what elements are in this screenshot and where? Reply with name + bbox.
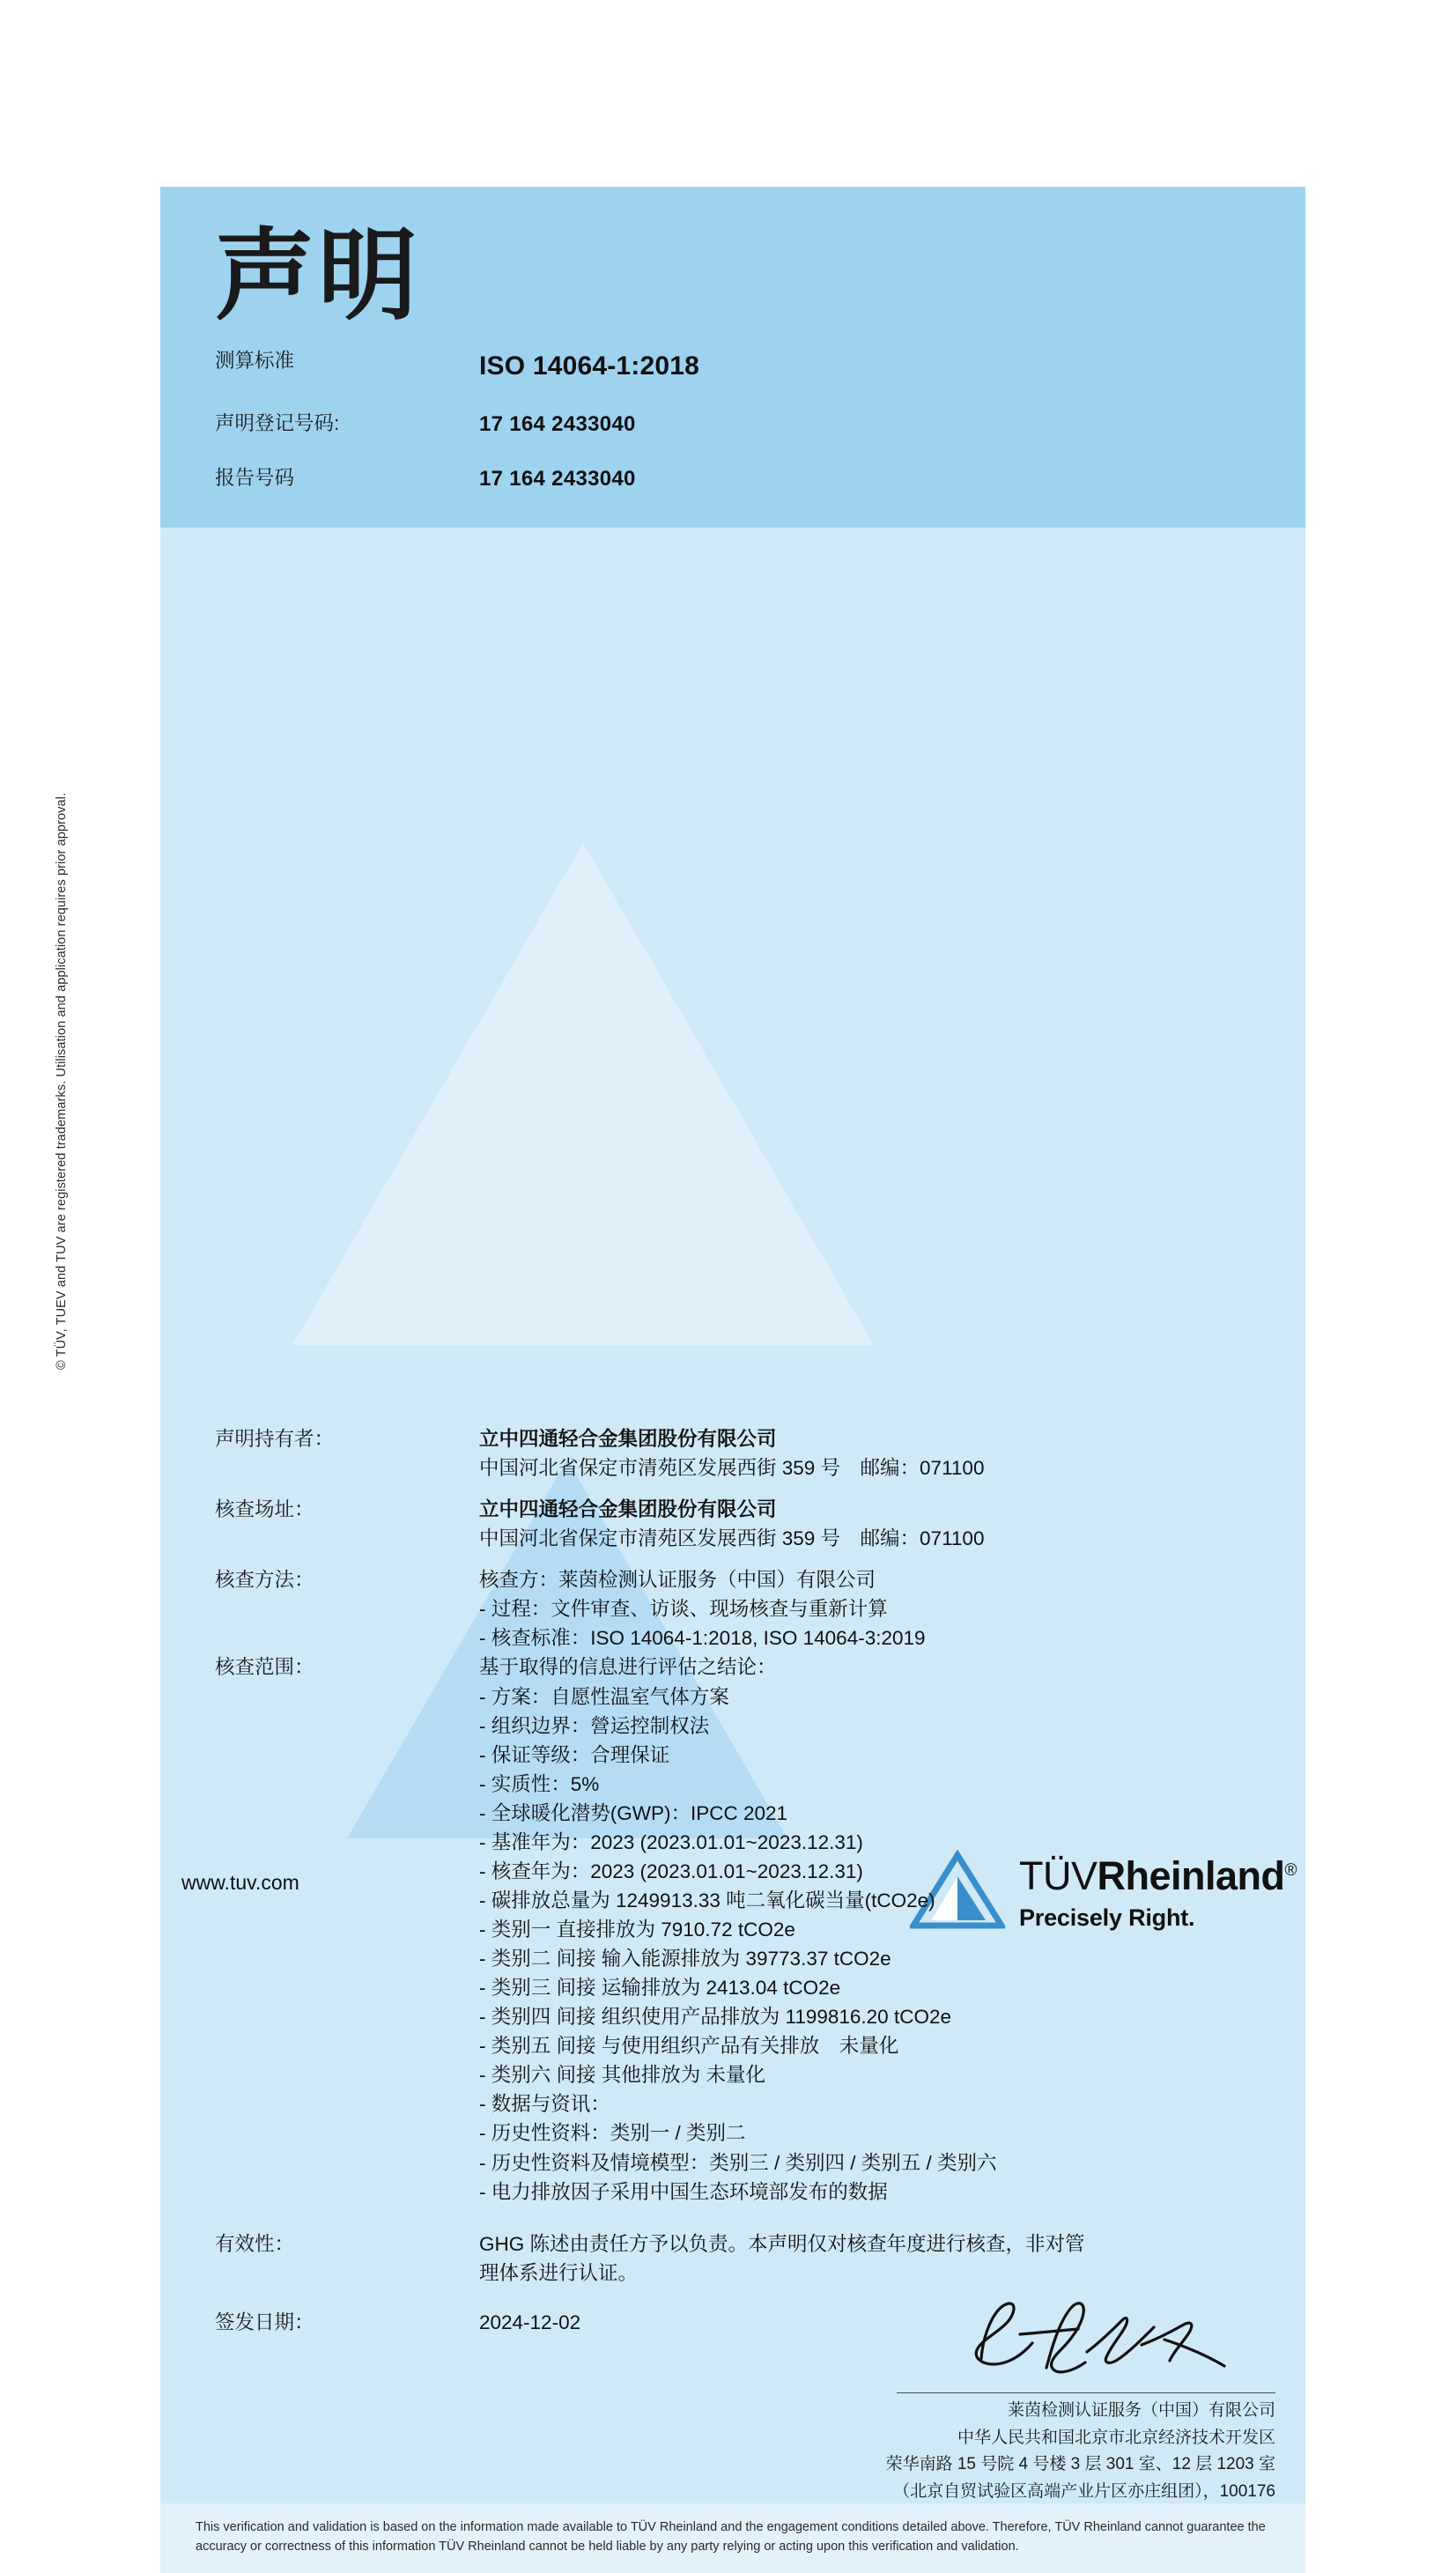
scope-line: - 基准年为：2023 (2023.01.01~2023.12.31): [479, 1830, 863, 1853]
scope-line: - 类别四 间接 组织使用产品排放为 1199816.20 tCO2e: [479, 2006, 951, 2029]
signature-rule: [897, 2392, 1275, 2393]
field-standard-label: 测算标准: [215, 350, 295, 372]
scope-line: - 类别一 直接排放为 7910.72 tCO2e: [479, 1919, 795, 1941]
scope-line: - 类别二 间接 输入能源排放为 39773.37 tCO2e: [479, 1948, 891, 1970]
issuing-body-block: [886, 2398, 1275, 2506]
tuv-brand-bold: Rheinland: [1097, 1852, 1285, 1898]
scope-line: - 组织边界：營运控制权法: [479, 1714, 710, 1737]
field-verification-scope-label: 核查范围：: [215, 1656, 314, 1679]
holder-company-name: 立中四通轻合金集团股份有限公司: [479, 1428, 777, 1450]
scope-line: - 类别六 间接 其他排放为 未量化: [479, 2064, 765, 2087]
site-address: 中国河北省保定市清苑区发展西街 359 号 邮编：071100: [479, 1527, 985, 1550]
registered-trademark-icon: ®: [1284, 1860, 1297, 1880]
tuv-slogan: Precisely Right.: [1018, 1904, 1195, 1931]
report-number-text: 17 164 2433040: [479, 467, 636, 491]
site-company-name: 立中四通轻合金集团股份有限公司: [479, 1498, 777, 1521]
tuv-website-link[interactable]: www.tuv.com: [181, 1871, 299, 1894]
field-report-number: [160, 452, 1305, 528]
side-copyright-text: © TÜV, TUEV and TUV are registered trademarks. Utilisation and application requires prior approval.: [55, 792, 69, 1370]
field-verification-site-label: 核查场址：: [215, 1498, 314, 1521]
scope-line: - 全球暖化潜势(GWP)：IPCC 2021: [479, 1801, 788, 1824]
field-report-number-label: 报告号码: [215, 467, 295, 489]
handwritten-signature-icon: [955, 2290, 1237, 2387]
field-verification-site: [160, 1495, 1305, 1553]
scope-line: - 保证等级：合理保证: [479, 1743, 670, 1766]
scope-line: - 类别三 间接 运输排放为 2413.04 tCO2e: [479, 1977, 841, 2000]
scope-line: - 历史性资料：类别一 / 类别二: [479, 2122, 746, 2145]
signature-area: [160, 2341, 1305, 2502]
field-registration-number: [160, 397, 1305, 452]
field-verification-method-value: [479, 1565, 1275, 1652]
field-statement-holder-label: 声明持有者：: [215, 1428, 335, 1450]
certificate-body-band: [160, 528, 1305, 2573]
field-verification-method-label: 核查方法：: [215, 1569, 314, 1592]
field-validity: [160, 2229, 1305, 2289]
field-verification-method: [160, 1565, 1305, 1652]
scope-line: 基于取得的信息进行评估之结论：: [479, 1656, 777, 1679]
scope-line: - 碳排放总量为 1249913.33 吨二氧化碳当量(tCO2e): [479, 1889, 935, 1911]
field-validity-value: GHG 陈述由责任方予以负责。本声明仅对核查年度进行核查，非对管理体系进行认证。: [479, 2232, 1085, 2285]
field-verification-scope: [160, 1652, 1305, 2206]
field-verification-site-value: [479, 1495, 1275, 1553]
legal-disclaimer: This verification and validation is based on the information made available to TÜV Rheinland and the engagement conditions detailed above. Therefore, TÜV Rheinland cannot guarantee the accuracy or correctness of this information TÜV Rheinland cannot be held liable by any party relying or acting upon this verification and validation.: [160, 2503, 1305, 2573]
field-issue-date-label: 签发日期：: [215, 2311, 314, 2334]
field-verification-scope-value: [479, 1652, 1275, 2206]
field-issue-date-value: 2024-12-02: [479, 2311, 581, 2334]
field-report-number-value: [479, 452, 1275, 506]
field-standard-value: [479, 335, 1275, 397]
scope-line: - 方案：自愿性温室气体方案: [479, 1685, 729, 1708]
scope-line: - 类别五 间接 与使用组织产品有关排放 未量化: [479, 2035, 899, 2058]
page-title: 声明: [215, 218, 421, 334]
tuv-brand-light: TÜV: [1018, 1852, 1098, 1898]
scope-line: - 实质性：5%: [479, 1772, 600, 1795]
field-registration-number-value: [479, 397, 1275, 452]
standard-value-text: ISO 14064-1:2018: [479, 351, 700, 381]
issuing-body-line: 莱茵检测认证服务（中国）有限公司: [1007, 2400, 1275, 2420]
method-line: - 核查标准：ISO 14064-1:2018, ISO 14064-3:2019: [479, 1627, 926, 1650]
registration-number-text: 17 164 2433040: [479, 412, 636, 436]
holder-address: 中国河北省保定市清苑区发展西街 359 号 邮编：071100: [479, 1457, 985, 1480]
method-line: 核查方：莱茵检测认证服务（中国）有限公司: [479, 1569, 876, 1592]
issuing-body-line: 中华人民共和国北京市北京经济技术开发区: [957, 2428, 1275, 2447]
field-validity-label: 有效性：: [215, 2232, 295, 2255]
field-statement-holder: [160, 1424, 1305, 1482]
certificate-card: [160, 187, 1305, 2573]
scope-line: - 历史性资料及情境模型：类别三 / 类别四 / 类别五 / 类别六: [479, 2151, 997, 2174]
scope-line: - 核查年为：2023 (2023.01.01~2023.12.31): [479, 1860, 863, 1882]
watermark-triangle-outer-icon: [292, 843, 874, 1345]
scope-line: - 电力排放因子采用中国生态环境部发布的数据: [479, 2180, 888, 2203]
field-registration-number-label: 声明登记号码:: [215, 412, 340, 434]
field-statement-holder-value: [479, 1424, 1275, 1482]
method-line: - 过程：文件审查、访谈、现场核查与重新计算: [479, 1598, 888, 1621]
issuing-body-line: 荣华南路 15 号院 4 号楼 3 层 301 室、12 层 1203 室: [885, 2455, 1275, 2474]
certificate-header-band: [160, 187, 1305, 528]
field-standard: [160, 335, 1305, 397]
issuing-body-line: （北京自贸试验区高端产业片区亦庄组团），100176: [893, 2482, 1275, 2502]
header-field-list: [160, 335, 1305, 528]
scope-line: - 数据与资讯：: [479, 2093, 610, 2116]
